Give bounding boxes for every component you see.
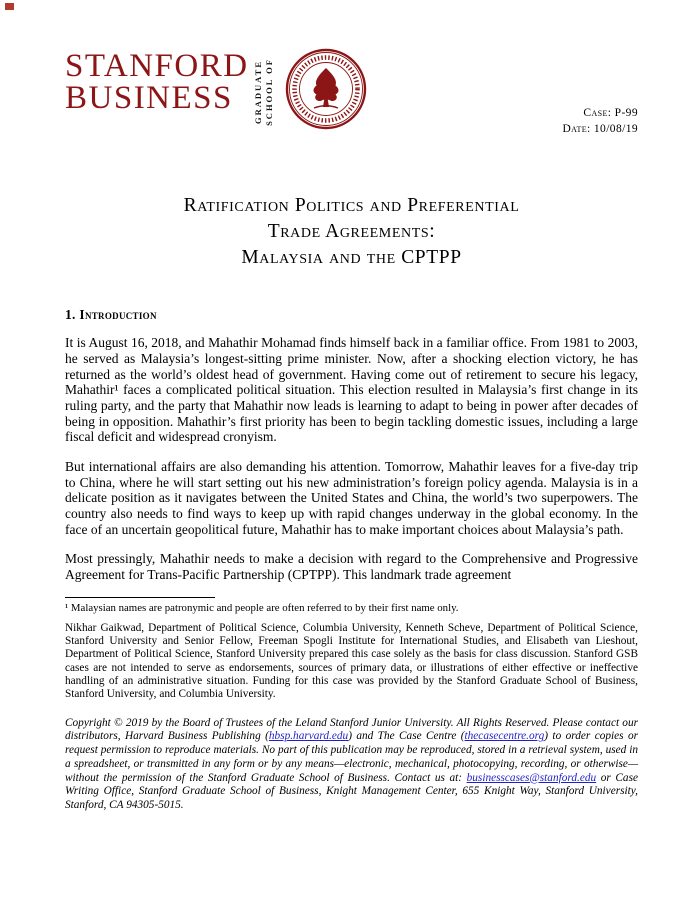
link-hbsp-harvard[interactable]: hbsp.harvard.edu xyxy=(268,730,349,743)
footnote-1: ¹ Malaysian names are patronymic and people are often referred to by their first name only. xyxy=(65,601,459,614)
author-attribution: Nikhar Gaikwad, Department of Political Science, Columbia University, Kenneth Scheve, Department of Political Science, Stanford University and Senior Fellow, Freeman Spogli Institute for International Studies, and Elisabeth van Lieshout, Department of Political Science, Stanford University prepared this case solely as the basis for class discussion. Stanford GSB cases are not intended to serve as endorsements, sources of primary data, or illustrations of either effective or ineffective handling of an administrative situation. Funding for this case was provided by the Stanford Graduate School of Business, Stanford University, and Columbia University. xyxy=(65,621,638,701)
logo-vertical-line1: GRADUATE xyxy=(252,60,263,125)
logo-wordmark xyxy=(65,50,249,115)
paragraph-2: But international affairs are also demanding his attention. Tomorrow, Mahathir leaves for a five-day trip to China, where he will start setting out his new administration’s foreign policy agenda. Malaysia is in a delicate position as it navigates between the United States and China, the world’s two superpowers. The country also needs to find ways to keep up with rapid changes underway in the global economy. In the face of an uncertain geopolitical future, Mahathir has to make important choices about Malaysia’s path. xyxy=(65,459,638,537)
document-title xyxy=(65,193,638,271)
case-date: Date: 10/08/19 xyxy=(562,122,638,135)
title-line-3: Malaysia and the CPTPP xyxy=(241,247,462,269)
paragraph-3: Most pressingly, Mahathir needs to make a decision with regard to the Comprehensive and Progressive Agreement for Trans-Pacific Partnership (CPTPP). This landmark trade agreement xyxy=(65,551,638,582)
footnote-separator-rule xyxy=(65,597,215,598)
page-header xyxy=(65,50,638,137)
copyright-notice xyxy=(65,717,638,813)
body-text xyxy=(65,335,638,582)
link-thecasecentre[interactable]: thecasecentre.org xyxy=(464,730,545,743)
title-line-1: Ratification Politics and Preferential xyxy=(183,195,520,217)
case-info-block xyxy=(562,50,638,137)
link-businesscases-email[interactable]: businesscases@stanford.edu xyxy=(466,771,597,784)
copyright-segment-4: or Case Writing Office, Stanford Graduate School of Business, Knight Management Center, 655 Knight Way, Stanford University, Stanford, CA 94305-5015. xyxy=(65,771,638,812)
logo-graduate-school-of-text xyxy=(253,50,277,134)
logo-business-text: BUSINESS xyxy=(65,80,233,117)
paragraph-1: It is August 16, 2018, and Mahathir Mohamad finds himself back in a familiar office. From 1981 to 2003, he served as Malaysia’s longest-sitting prime minister. Now, after a shocking election victory, he has returned as the world’s oldest head of government. Having come out of retirement to secure his legacy, Mahathir¹ faces a complicated political situation. This election resulted in Malaysia’s first change in its ruling party, and the party that Mahathir now leads is learning to adapt to being in power after decades of being in opposition. Mahathir’s first priority has been to begin tackling domestic issues, including a large fiscal deficit and widespread cronyism. xyxy=(65,335,638,445)
logo-stanford-text: STANFORD xyxy=(65,48,249,84)
case-number: Case: P-99 xyxy=(583,107,638,119)
copyright-segment-1: Copyright © 2019 by the Board of Trustees of the Leland Stanford Junior University. All Rights Reserved. Please contact our distributors, Harvard Business Publishing ( xyxy=(65,716,638,743)
stanford-seal-icon xyxy=(285,48,367,130)
logo-vertical-line2: SCHOOL OF xyxy=(264,58,275,126)
corner-artifact xyxy=(5,3,14,10)
copyright-segment-3: ) to order copies or request permission to reproduce materials. No part of this publication may be reproduced, stored in a retrieval system, used in a spreadsheet, or transmitted in any form or by any means—electronic, mechanical, photocopying, recording, or otherwise—without the permission of the Stanford Graduate School of Business. Contact us at: xyxy=(65,730,638,784)
section-heading-introduction: 1. Introduction xyxy=(65,307,157,323)
copyright-segment-2: ) and The Case Centre ( xyxy=(348,730,465,743)
stanford-business-logo xyxy=(65,50,367,134)
title-line-2: Trade Agreements: xyxy=(267,221,436,243)
